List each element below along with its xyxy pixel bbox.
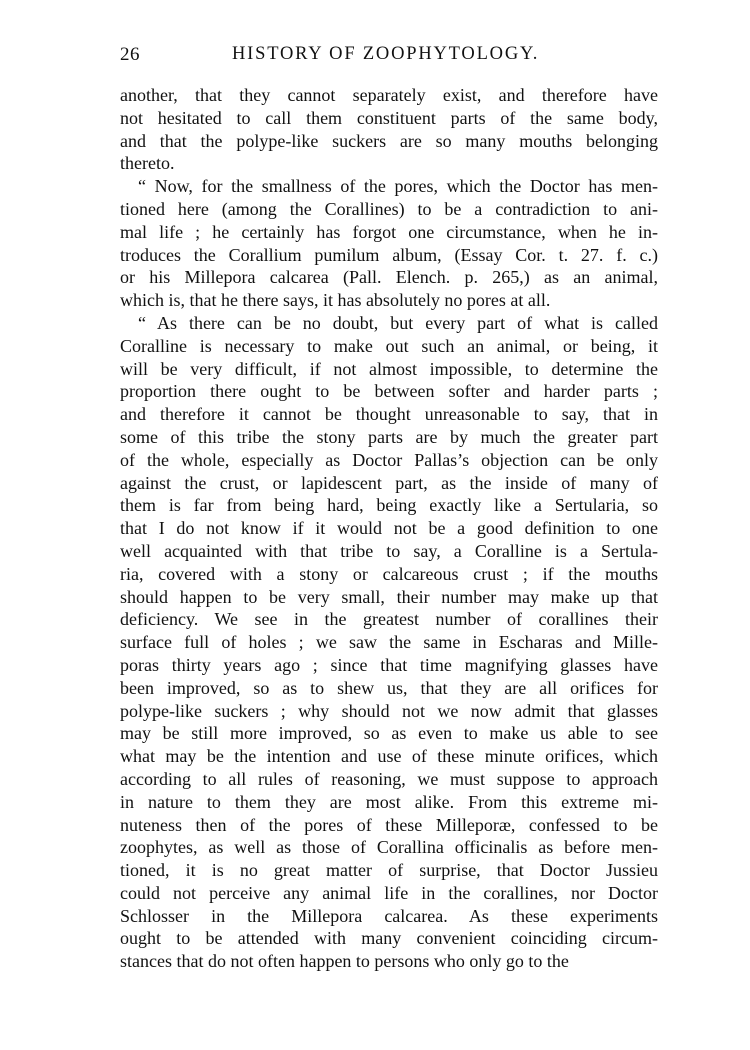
text-line: “ As there can be no doubt, but every part of what is called — [138, 312, 658, 333]
text-line: mal life ; he certainly has forgot one circumstance, when he in- — [120, 221, 658, 242]
text-line: well acquainted with that tribe to say, a Coralline is a Sertula- — [120, 540, 658, 561]
text-line: thereto. — [120, 153, 175, 174]
text-line: and therefore it cannot be thought unreasonable to say, that in — [120, 404, 658, 425]
text-line: tioned, it is no great matter of surprise, that Doctor Jussieu — [120, 860, 658, 881]
text-line: Coralline is necessary to make out such an animal, or being, it — [120, 335, 658, 356]
text-line: or his Millepora calcarea (Pall. Elench. p. 265,) as an animal, — [120, 267, 658, 288]
text-line: surface full of holes ; we saw the same in Escharas and Mille- — [120, 632, 658, 653]
text-line: stances that do not often happen to persons who only go to the — [120, 951, 569, 972]
text-line: will be very difficult, if not almost impossible, to determine the — [120, 358, 658, 379]
text-line: which is, that he there says, it has absolutely no pores at all. — [120, 290, 551, 311]
text-line: what may be the intention and use of these minute orifices, which — [120, 746, 658, 767]
text-line: nuteness then of the pores of these Milleporæ, confessed to be — [120, 814, 658, 835]
text-line: proportion there ought to be between softer and harder parts ; — [120, 381, 658, 402]
text-line: another, that they cannot separately exist, and therefore have — [120, 85, 658, 105]
text-line: them is far from being hard, being exactly like a Sertularia, so — [120, 495, 658, 516]
text-line: “ Now, for the smallness of the pores, which the Doctor has men- — [138, 176, 658, 197]
text-line: against the crust, or lapidescent part, as the inside of many of — [120, 472, 658, 493]
paragraph — [120, 84, 658, 175]
paragraph — [120, 175, 658, 312]
page-number: 26 — [120, 44, 140, 65]
text-line: zoophytes, as well as those of Corallina officinalis as before men- — [120, 837, 658, 858]
text-line: poras thirty years ago ; since that time magnifying glasses have — [120, 654, 658, 675]
text-line: not hesitated to call them constituent parts of the same body, — [120, 107, 658, 128]
text-line: may be still more improved, so as even to make us able to see — [120, 723, 658, 744]
text-line: should happen to be very small, their number may make up that — [120, 586, 658, 607]
text-line: been improved, so as to shew us, that they are all orifices for — [120, 677, 658, 698]
text-line: troduces the Corallium pumilum album, (Essay Cor. t. 27. f. c.) — [120, 244, 658, 265]
text-line: polype-like suckers ; why should not we now admit that glasses — [120, 700, 658, 721]
text-line: ought to be attended with many convenient coinciding circum- — [120, 928, 658, 949]
body-text — [120, 84, 658, 973]
running-head — [120, 44, 660, 74]
text-line: Schlosser in the Millepora calcarea. As these experiments — [120, 905, 658, 926]
text-line: that I do not know if it would not be a good definition to one — [120, 518, 658, 539]
running-title: HISTORY OF ZOOPHYTOLOGY. — [232, 44, 540, 64]
text-line: ria, covered with a stony or calcareous crust ; if the mouths — [120, 563, 658, 584]
text-line: in nature to them they are most alike. From this extreme mi- — [120, 791, 658, 812]
paragraph — [120, 312, 658, 973]
text-line: according to all rules of reasoning, we must suppose to approach — [120, 768, 658, 789]
text-line: tioned here (among the Corallines) to be a contradiction to ani- — [120, 198, 658, 219]
text-line: of the whole, especially as Doctor Pallas’s objection can be only — [120, 449, 658, 470]
text-line: and that the polype-like suckers are so many mouths belonging — [120, 130, 658, 151]
text-line: some of this tribe the stony parts are by much the greater part — [120, 426, 658, 447]
text-line: deficiency. We see in the greatest number of corallines their — [120, 609, 658, 630]
text-line: could not perceive any animal life in the corallines, nor Doctor — [120, 882, 658, 903]
